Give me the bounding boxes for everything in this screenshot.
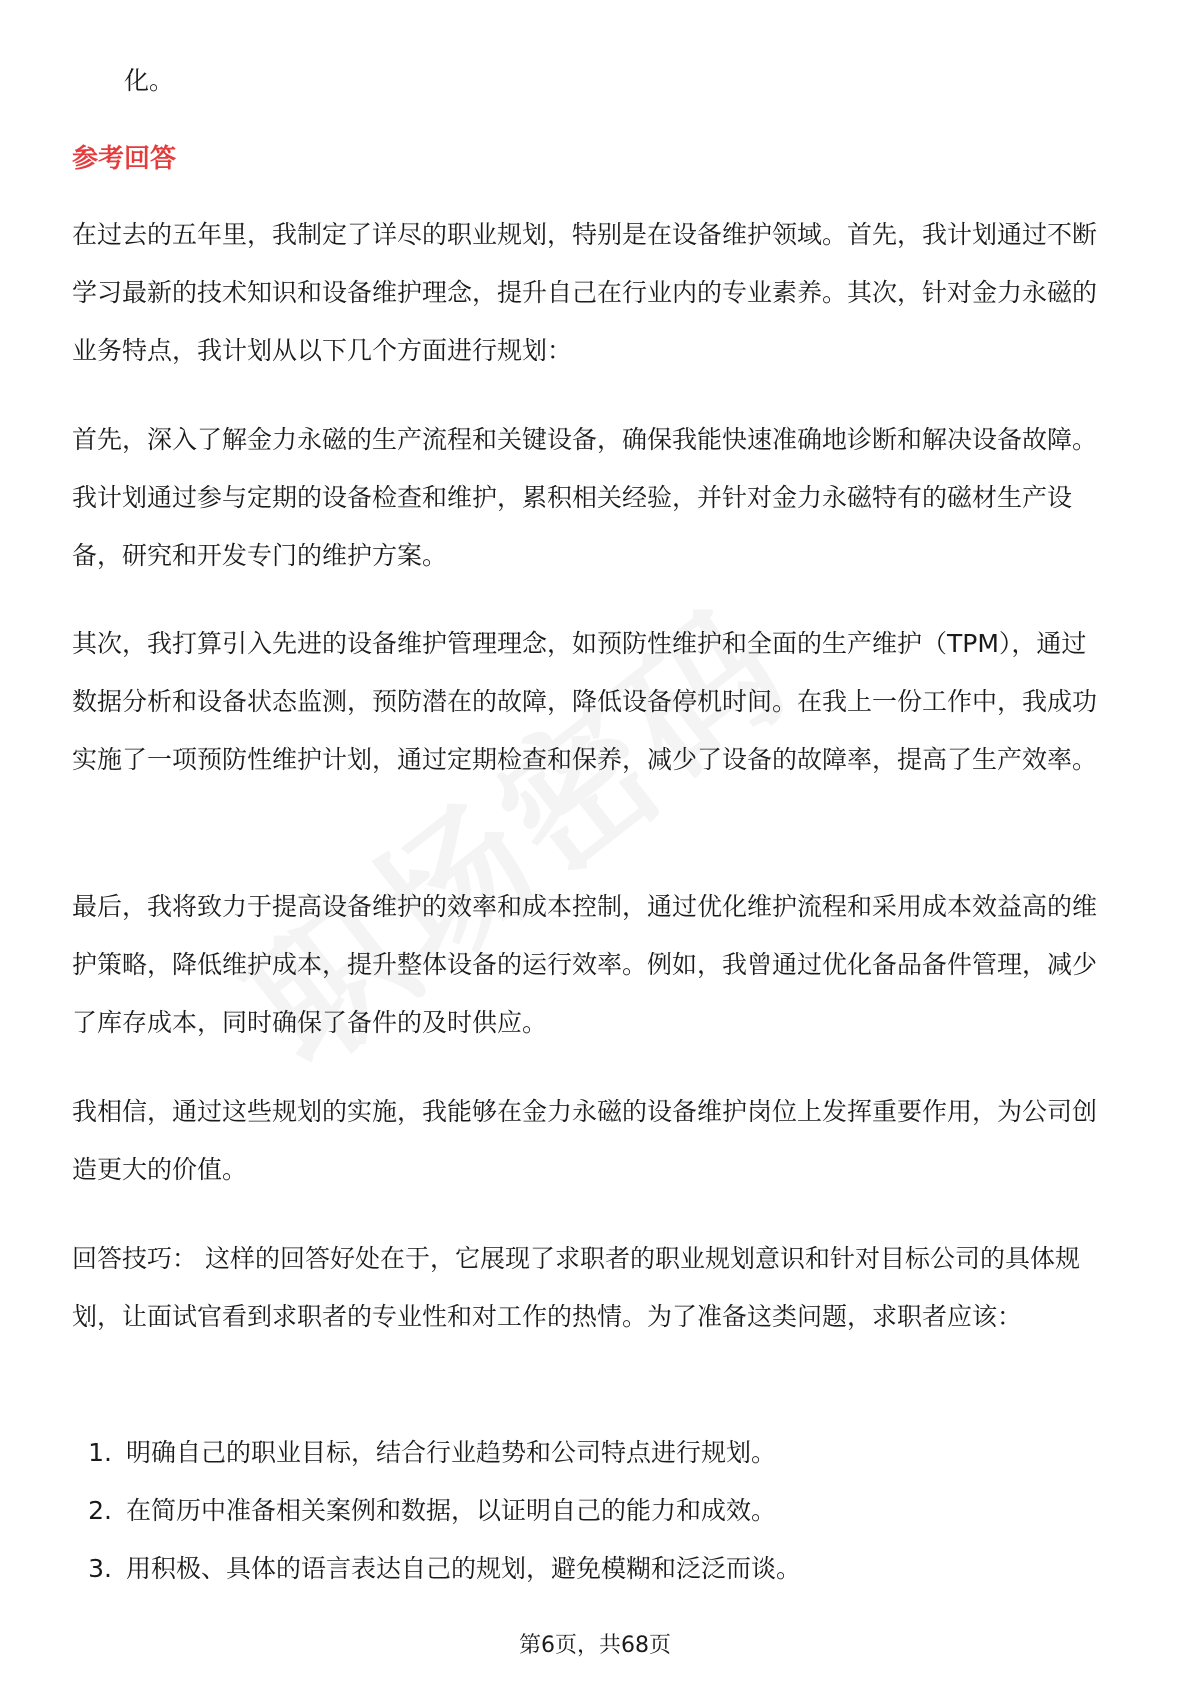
list-item-text: 用积极、具体的语言表达自己的规划，避免模糊和泛泛而谈。 bbox=[126, 1554, 802, 1583]
answer-tips-paragraph: 回答技巧： 这样的回答好处在于，它展现了求职者的职业规划意识和针对目标公司的具体规划，让面试官看到求职者的专业性和对工作的热情。为了准备这类问题，求职者应该： bbox=[72, 1244, 1080, 1331]
list-item bbox=[72, 1540, 801, 1598]
paragraph: 其次，我打算引入先进的设备维护管理理念，如预防性维护和全面的生产维护（TPM），通过数据分析和设备状态监测，预防潜在的故障，降低设备停机时间。在我上一份工作中，我成功实施了一项预防性维护计划，通过定期检查和保养，减少了设备的故障率，提高了生产效率。 bbox=[72, 629, 1098, 774]
list-item-text: 明确自己的职业目标，结合行业趋势和公司特点进行规划。 bbox=[126, 1438, 777, 1467]
list-item-text: 在简历中准备相关案例和数据，以证明自己的能力和成效。 bbox=[126, 1496, 777, 1525]
page-footer: 第6页，共68页 bbox=[519, 1633, 671, 1658]
tips-list bbox=[72, 1424, 801, 1598]
list-number: 2. bbox=[88, 1496, 112, 1525]
paragraph: 在过去的五年里，我制定了详尽的职业规划，特别是在设备维护领域。首先，我计划通过不断学习最新的技术知识和设备维护理念，提升自己在行业内的专业素养。其次，针对金力永磁的业务特点，我计划从以下几个方面进行规划： bbox=[72, 220, 1098, 365]
continuation-text: 化。 bbox=[124, 66, 175, 95]
list-item bbox=[72, 1482, 801, 1540]
paragraph: 我相信，通过这些规划的实施，我能够在金力永磁的设备维护岗位上发挥重要作用，为公司创造更大的价值。 bbox=[72, 1097, 1098, 1184]
paragraph: 最后，我将致力于提高设备维护的效率和成本控制，通过优化维护流程和采用成本效益高的维护策略，降低维护成本，提升整体设备的运行效率。例如，我曾通过优化备品备件管理，减少了库存成本，同时确保了备件的及时供应。 bbox=[72, 892, 1098, 1037]
list-item bbox=[72, 1424, 801, 1482]
list-number: 3. bbox=[88, 1554, 112, 1583]
section-heading: 参考回答 bbox=[72, 144, 177, 174]
paragraph: 首先，深入了解金力永磁的生产流程和关键设备，确保我能快速准确地诊断和解决设备故障。我计划通过参与定期的设备检查和维护，累积相关经验，并针对金力永磁特有的磁材生产设备，研究和开发专门的维护方案。 bbox=[72, 425, 1098, 570]
list-number: 1. bbox=[88, 1438, 112, 1467]
